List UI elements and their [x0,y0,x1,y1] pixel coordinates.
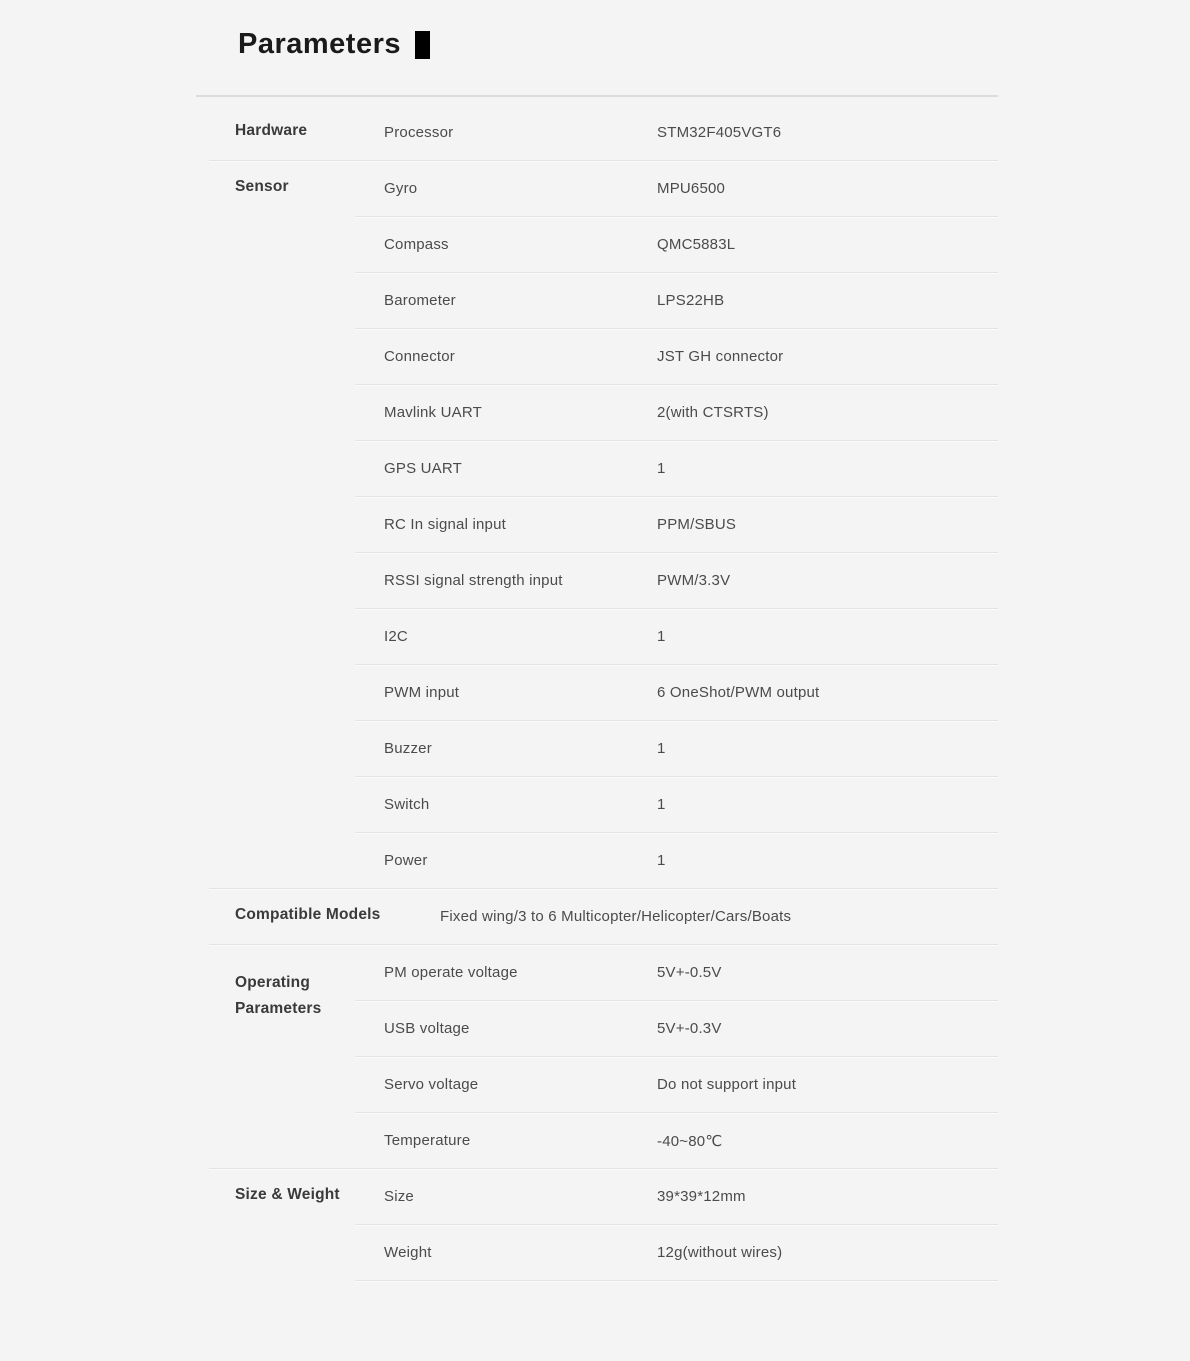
row-label: RSSI signal strength input [384,572,563,589]
row-label: Connector [384,348,456,365]
row-label: Buzzer [384,740,432,757]
category-label: Operating Parameters [235,974,322,1017]
table-row [355,217,998,272]
row-value: 1 [657,628,666,645]
row-value: 1 [657,852,666,869]
section-rows [355,889,998,944]
row-label: USB voltage [384,1020,470,1037]
category-label: Sensor [235,178,289,195]
category-label: Size & Weight [235,1186,340,1203]
row-value: -40~80℃ [657,1132,723,1150]
spec-section-hardware [196,105,998,160]
category-label: Compatible Models [235,906,381,923]
row-value: 1 [657,796,666,813]
row-value: 6 OneShot/PWM output [657,684,820,701]
row-value: 5V+-0.3V [657,1020,722,1037]
table-row [355,777,998,832]
table-row [355,497,998,552]
row-value: PWM/3.3V [657,572,731,589]
row-label: Mavlink UART [384,404,482,421]
section-rows [355,1169,998,1280]
table-row [355,889,998,944]
table-end-divider [355,1280,998,1281]
row-value: QMC5883L [657,236,736,253]
row-label: RC In signal input [384,516,506,533]
row-value: 1 [657,740,666,757]
spec-section-size-weight [196,1169,998,1280]
row-value: 1 [657,460,666,477]
row-label: I2C [384,628,408,645]
table-row [355,721,998,776]
row-label: Barometer [384,292,456,309]
table-row [355,833,998,888]
category-label: Hardware [235,122,308,139]
table-row [355,105,998,160]
row-value: 5V+-0.5V [657,964,722,981]
row-value: LPS22HB [657,292,725,309]
spec-section-operating-parameters [196,945,998,1168]
table-row [355,609,998,664]
row-value: JST GH connector [657,348,784,365]
row-value: PPM/SBUS [657,516,737,533]
table-row [355,945,998,1000]
row-label: Weight [384,1244,432,1261]
table-row [355,665,998,720]
title-accent-block-icon [415,31,430,59]
row-value: Do not support input [657,1076,797,1093]
table-row [355,441,998,496]
row-value: Fixed wing/3 to 6 Multicopter/Helicopter/Cars/Boats [440,908,792,925]
row-value: 12g(without wires) [657,1244,783,1261]
row-label: Power [384,852,428,869]
row-value: 2(with CTSRTS) [657,404,769,421]
table-row [355,273,998,328]
table-row [355,1057,998,1112]
table-row [355,161,998,216]
row-label: Temperature [384,1132,471,1149]
table-row [355,1113,998,1168]
spec-section-sensor [196,161,998,888]
row-value: 39*39*12mm [657,1188,746,1205]
table-row [355,1225,998,1280]
row-label: Processor [384,124,454,141]
row-label: GPS UART [384,460,463,477]
row-label: Switch [384,796,430,813]
row-value: MPU6500 [657,180,726,197]
section-rows [355,161,998,888]
section-rows [355,105,998,160]
table-row [355,1169,998,1224]
row-label: Size [384,1188,414,1205]
page-title-text: Parameters [238,28,401,60]
spec-section-compatible-models [196,889,998,944]
page-title [238,28,430,61]
row-label: PWM input [384,684,460,701]
spec-table [196,95,998,1281]
row-label: Gyro [384,180,418,197]
table-row [355,329,998,384]
table-row [355,553,998,608]
table-row [355,1001,998,1056]
table-row [355,385,998,440]
row-label: Servo voltage [384,1076,479,1093]
row-label: PM operate voltage [384,964,518,981]
row-value: STM32F405VGT6 [657,124,782,141]
section-rows [355,945,998,1168]
row-label: Compass [384,236,449,253]
